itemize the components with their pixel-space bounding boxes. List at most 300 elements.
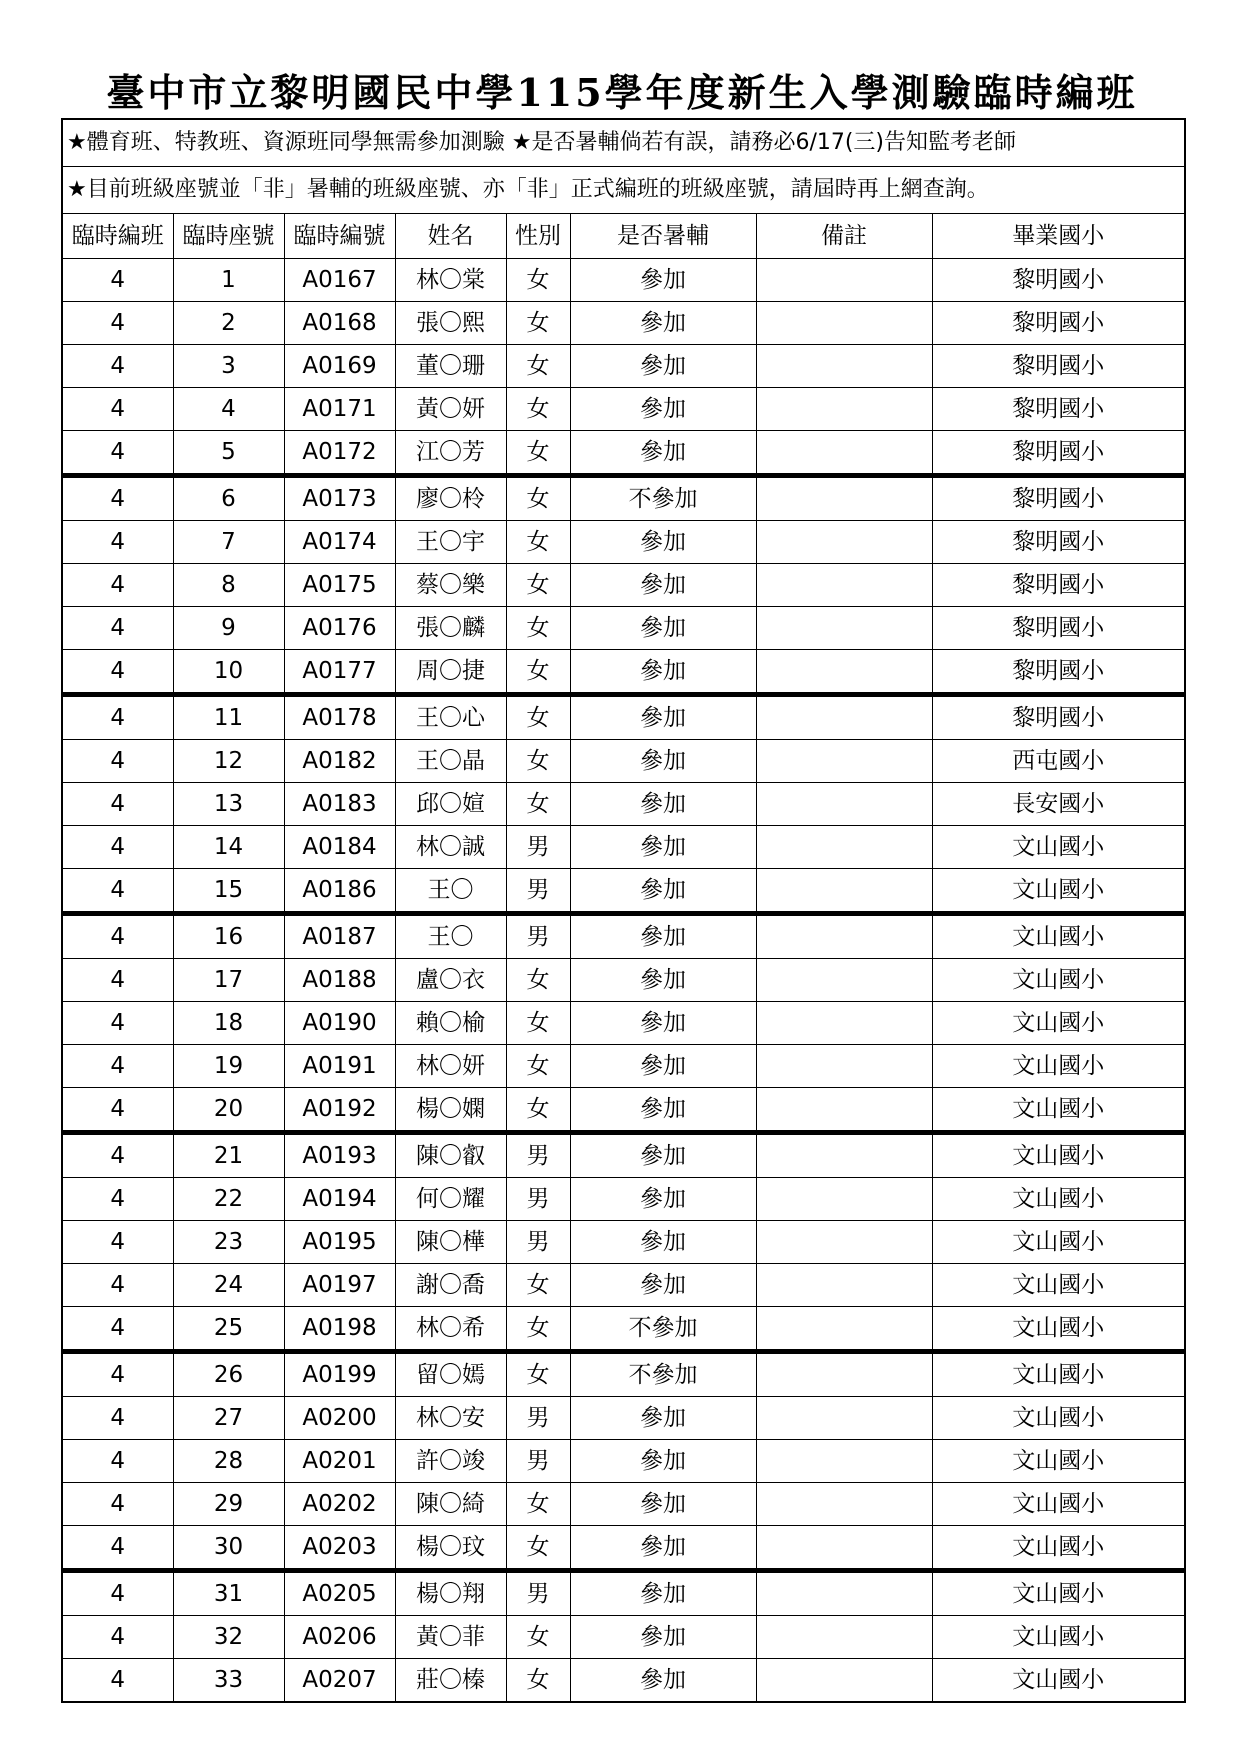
temp-id-cell: A0178 xyxy=(284,695,395,740)
elementary-school-cell: 文山國小 xyxy=(932,1616,1185,1659)
elementary-school-cell: 文山國小 xyxy=(932,959,1185,1002)
temp-class-cell: 4 xyxy=(62,564,173,607)
temp-class-cell: 4 xyxy=(62,607,173,650)
name-cell: 陳〇樺 xyxy=(395,1221,506,1264)
class-assignment-table xyxy=(61,118,1186,1703)
temp-id-cell: A0198 xyxy=(284,1307,395,1352)
temp-id-cell: A0205 xyxy=(284,1571,395,1616)
summer-class-cell: 參加 xyxy=(570,607,756,650)
summer-class-cell: 參加 xyxy=(570,259,756,302)
remark-cell xyxy=(756,1352,932,1397)
temp-class-cell: 4 xyxy=(62,302,173,345)
temp-seat-cell: 22 xyxy=(173,1178,284,1221)
temp-seat-cell: 19 xyxy=(173,1045,284,1088)
table-row xyxy=(62,1352,1185,1397)
remark-cell xyxy=(756,345,932,388)
table-row xyxy=(62,1133,1185,1178)
gender-cell: 女 xyxy=(506,1659,570,1703)
temp-class-cell: 4 xyxy=(62,783,173,826)
temp-seat-cell: 30 xyxy=(173,1526,284,1571)
elementary-school-cell: 黎明國小 xyxy=(932,302,1185,345)
gender-cell: 男 xyxy=(506,1221,570,1264)
table-row xyxy=(62,1483,1185,1526)
summer-class-cell: 參加 xyxy=(570,1045,756,1088)
name-cell: 陳〇叡 xyxy=(395,1133,506,1178)
name-cell: 蔡〇樂 xyxy=(395,564,506,607)
temp-seat-cell: 3 xyxy=(173,345,284,388)
gender-cell: 女 xyxy=(506,564,570,607)
elementary-school-cell: 文山國小 xyxy=(932,1178,1185,1221)
gender-cell: 男 xyxy=(506,1178,570,1221)
temp-seat-cell: 2 xyxy=(173,302,284,345)
elementary-school-cell: 黎明國小 xyxy=(932,695,1185,740)
name-cell: 留〇嫣 xyxy=(395,1352,506,1397)
summer-class-cell: 參加 xyxy=(570,564,756,607)
column-header: 畢業國小 xyxy=(932,214,1185,259)
temp-id-cell: A0206 xyxy=(284,1616,395,1659)
elementary-school-cell: 黎明國小 xyxy=(932,476,1185,521)
elementary-school-cell: 西屯國小 xyxy=(932,740,1185,783)
gender-cell: 女 xyxy=(506,521,570,564)
temp-seat-cell: 32 xyxy=(173,1616,284,1659)
gender-cell: 女 xyxy=(506,740,570,783)
name-cell: 張〇熙 xyxy=(395,302,506,345)
table-row xyxy=(62,1002,1185,1045)
remark-cell xyxy=(756,1307,932,1352)
table-row xyxy=(62,1221,1185,1264)
remark-cell xyxy=(756,1133,932,1178)
temp-class-cell: 4 xyxy=(62,1526,173,1571)
table-row xyxy=(62,1397,1185,1440)
remark-cell xyxy=(756,1483,932,1526)
temp-class-cell: 4 xyxy=(62,1002,173,1045)
table-row xyxy=(62,826,1185,869)
table-row xyxy=(62,302,1185,345)
gender-cell: 女 xyxy=(506,476,570,521)
column-header: 臨時座號 xyxy=(173,214,284,259)
remark-cell xyxy=(756,1526,932,1571)
temp-seat-cell: 33 xyxy=(173,1659,284,1703)
summer-class-cell: 不參加 xyxy=(570,476,756,521)
temp-class-cell: 4 xyxy=(62,1088,173,1133)
elementary-school-cell: 文山國小 xyxy=(932,1133,1185,1178)
gender-cell: 男 xyxy=(506,1440,570,1483)
temp-id-cell: A0175 xyxy=(284,564,395,607)
table-row xyxy=(62,1526,1185,1571)
gender-cell: 女 xyxy=(506,695,570,740)
temp-id-cell: A0194 xyxy=(284,1178,395,1221)
remark-cell xyxy=(756,302,932,345)
table-row xyxy=(62,607,1185,650)
temp-id-cell: A0171 xyxy=(284,388,395,431)
table-row xyxy=(62,1440,1185,1483)
column-header: 臨時編號 xyxy=(284,214,395,259)
table-row xyxy=(62,914,1185,959)
gender-cell: 男 xyxy=(506,826,570,869)
temp-id-cell: A0187 xyxy=(284,914,395,959)
summer-class-cell: 參加 xyxy=(570,695,756,740)
gender-cell: 女 xyxy=(506,302,570,345)
table-row xyxy=(62,564,1185,607)
table-row xyxy=(62,695,1185,740)
elementary-school-cell: 文山國小 xyxy=(932,1002,1185,1045)
summer-class-cell: 參加 xyxy=(570,1221,756,1264)
temp-id-cell: A0203 xyxy=(284,1526,395,1571)
summer-class-cell: 參加 xyxy=(570,1088,756,1133)
temp-id-cell: A0174 xyxy=(284,521,395,564)
elementary-school-cell: 黎明國小 xyxy=(932,521,1185,564)
name-cell: 何〇耀 xyxy=(395,1178,506,1221)
temp-class-cell: 4 xyxy=(62,1571,173,1616)
temp-class-cell: 4 xyxy=(62,1440,173,1483)
summer-class-cell: 參加 xyxy=(570,783,756,826)
remark-cell xyxy=(756,1659,932,1703)
name-cell: 董〇珊 xyxy=(395,345,506,388)
notice-text: ★目前班級座號並「非」暑輔的班級座號、亦「非」正式編班的班級座號，請屆時再上網查詢。 xyxy=(62,167,1185,214)
remark-cell xyxy=(756,1616,932,1659)
remark-cell xyxy=(756,695,932,740)
remark-cell xyxy=(756,607,932,650)
remark-cell xyxy=(756,1264,932,1307)
temp-seat-cell: 7 xyxy=(173,521,284,564)
summer-class-cell: 參加 xyxy=(570,1264,756,1307)
summer-class-cell: 參加 xyxy=(570,1178,756,1221)
table-row xyxy=(62,650,1185,695)
temp-id-cell: A0188 xyxy=(284,959,395,1002)
summer-class-cell: 參加 xyxy=(570,959,756,1002)
temp-class-cell: 4 xyxy=(62,1178,173,1221)
temp-id-cell: A0184 xyxy=(284,826,395,869)
elementary-school-cell: 文山國小 xyxy=(932,1526,1185,1571)
temp-class-cell: 4 xyxy=(62,431,173,476)
remark-cell xyxy=(756,783,932,826)
elementary-school-cell: 黎明國小 xyxy=(932,388,1185,431)
temp-id-cell: A0168 xyxy=(284,302,395,345)
temp-seat-cell: 1 xyxy=(173,259,284,302)
gender-cell: 女 xyxy=(506,1352,570,1397)
gender-cell: 男 xyxy=(506,1571,570,1616)
name-cell: 林〇希 xyxy=(395,1307,506,1352)
table-row xyxy=(62,740,1185,783)
summer-class-cell: 參加 xyxy=(570,826,756,869)
summer-class-cell: 參加 xyxy=(570,869,756,914)
summer-class-cell: 不參加 xyxy=(570,1307,756,1352)
name-cell: 廖〇柃 xyxy=(395,476,506,521)
elementary-school-cell: 文山國小 xyxy=(932,1571,1185,1616)
remark-cell xyxy=(756,1571,932,1616)
temp-class-cell: 4 xyxy=(62,959,173,1002)
table-row xyxy=(62,1088,1185,1133)
gender-cell: 女 xyxy=(506,1526,570,1571)
temp-seat-cell: 31 xyxy=(173,1571,284,1616)
column-header: 備註 xyxy=(756,214,932,259)
remark-cell xyxy=(756,476,932,521)
gender-cell: 男 xyxy=(506,869,570,914)
table-row xyxy=(62,259,1185,302)
temp-class-cell: 4 xyxy=(62,1659,173,1703)
column-header: 姓名 xyxy=(395,214,506,259)
summer-class-cell: 參加 xyxy=(570,345,756,388)
gender-cell: 女 xyxy=(506,650,570,695)
gender-cell: 女 xyxy=(506,431,570,476)
elementary-school-cell: 黎明國小 xyxy=(932,650,1185,695)
summer-class-cell: 參加 xyxy=(570,431,756,476)
table-row xyxy=(62,345,1185,388)
summer-class-cell: 參加 xyxy=(570,1483,756,1526)
temp-class-cell: 4 xyxy=(62,1352,173,1397)
elementary-school-cell: 文山國小 xyxy=(932,826,1185,869)
gender-cell: 男 xyxy=(506,1397,570,1440)
temp-id-cell: A0167 xyxy=(284,259,395,302)
gender-cell: 女 xyxy=(506,1307,570,1352)
temp-class-cell: 4 xyxy=(62,1221,173,1264)
temp-seat-cell: 5 xyxy=(173,431,284,476)
table-header-row xyxy=(62,214,1185,259)
name-cell: 王〇 xyxy=(395,869,506,914)
name-cell: 陳〇綺 xyxy=(395,1483,506,1526)
elementary-school-cell: 文山國小 xyxy=(932,1397,1185,1440)
gender-cell: 女 xyxy=(506,783,570,826)
name-cell: 林〇妍 xyxy=(395,1045,506,1088)
temp-id-cell: A0172 xyxy=(284,431,395,476)
remark-cell xyxy=(756,826,932,869)
name-cell: 楊〇嫻 xyxy=(395,1088,506,1133)
elementary-school-cell: 文山國小 xyxy=(932,1352,1185,1397)
table-row xyxy=(62,1264,1185,1307)
temp-seat-cell: 27 xyxy=(173,1397,284,1440)
temp-class-cell: 4 xyxy=(62,740,173,783)
table-row xyxy=(62,521,1185,564)
summer-class-cell: 參加 xyxy=(570,388,756,431)
temp-seat-cell: 15 xyxy=(173,869,284,914)
temp-seat-cell: 4 xyxy=(173,388,284,431)
name-cell: 王〇心 xyxy=(395,695,506,740)
temp-seat-cell: 9 xyxy=(173,607,284,650)
temp-id-cell: A0202 xyxy=(284,1483,395,1526)
name-cell: 盧〇衣 xyxy=(395,959,506,1002)
gender-cell: 女 xyxy=(506,959,570,1002)
temp-id-cell: A0207 xyxy=(284,1659,395,1703)
temp-id-cell: A0199 xyxy=(284,1352,395,1397)
temp-class-cell: 4 xyxy=(62,1307,173,1352)
notice-row xyxy=(62,167,1185,214)
remark-cell xyxy=(756,259,932,302)
temp-class-cell: 4 xyxy=(62,1133,173,1178)
name-cell: 楊〇玟 xyxy=(395,1526,506,1571)
column-header: 是否暑輔 xyxy=(570,214,756,259)
temp-id-cell: A0190 xyxy=(284,1002,395,1045)
elementary-school-cell: 文山國小 xyxy=(932,1440,1185,1483)
table-row xyxy=(62,1659,1185,1703)
summer-class-cell: 參加 xyxy=(570,302,756,345)
gender-cell: 女 xyxy=(506,259,570,302)
temp-class-cell: 4 xyxy=(62,695,173,740)
name-cell: 江〇芳 xyxy=(395,431,506,476)
remark-cell xyxy=(756,521,932,564)
temp-seat-cell: 11 xyxy=(173,695,284,740)
temp-seat-cell: 23 xyxy=(173,1221,284,1264)
name-cell: 林〇棠 xyxy=(395,259,506,302)
name-cell: 黃〇妍 xyxy=(395,388,506,431)
name-cell: 許〇竣 xyxy=(395,1440,506,1483)
temp-class-cell: 4 xyxy=(62,1045,173,1088)
table-row xyxy=(62,1307,1185,1352)
name-cell: 林〇誠 xyxy=(395,826,506,869)
remark-cell xyxy=(756,740,932,783)
temp-id-cell: A0182 xyxy=(284,740,395,783)
temp-id-cell: A0193 xyxy=(284,1133,395,1178)
table-row xyxy=(62,783,1185,826)
temp-class-cell: 4 xyxy=(62,1264,173,1307)
temp-class-cell: 4 xyxy=(62,259,173,302)
name-cell: 林〇安 xyxy=(395,1397,506,1440)
temp-seat-cell: 8 xyxy=(173,564,284,607)
elementary-school-cell: 文山國小 xyxy=(932,1221,1185,1264)
remark-cell xyxy=(756,1088,932,1133)
temp-seat-cell: 26 xyxy=(173,1352,284,1397)
name-cell: 邱〇媗 xyxy=(395,783,506,826)
temp-class-cell: 4 xyxy=(62,869,173,914)
temp-seat-cell: 6 xyxy=(173,476,284,521)
summer-class-cell: 參加 xyxy=(570,1002,756,1045)
table-row xyxy=(62,388,1185,431)
remark-cell xyxy=(756,1221,932,1264)
temp-class-cell: 4 xyxy=(62,388,173,431)
remark-cell xyxy=(756,564,932,607)
temp-seat-cell: 17 xyxy=(173,959,284,1002)
temp-class-cell: 4 xyxy=(62,914,173,959)
temp-id-cell: A0186 xyxy=(284,869,395,914)
summer-class-cell: 參加 xyxy=(570,740,756,783)
temp-id-cell: A0176 xyxy=(284,607,395,650)
summer-class-cell: 參加 xyxy=(570,1133,756,1178)
temp-id-cell: A0183 xyxy=(284,783,395,826)
column-header: 性別 xyxy=(506,214,570,259)
table-row xyxy=(62,869,1185,914)
temp-id-cell: A0169 xyxy=(284,345,395,388)
elementary-school-cell: 文山國小 xyxy=(932,1307,1185,1352)
summer-class-cell: 參加 xyxy=(570,1397,756,1440)
remark-cell xyxy=(756,1002,932,1045)
elementary-school-cell: 文山國小 xyxy=(932,1264,1185,1307)
elementary-school-cell: 黎明國小 xyxy=(932,564,1185,607)
notice-row xyxy=(62,119,1185,167)
temp-seat-cell: 29 xyxy=(173,1483,284,1526)
summer-class-cell: 參加 xyxy=(570,1440,756,1483)
remark-cell xyxy=(756,1045,932,1088)
elementary-school-cell: 文山國小 xyxy=(932,914,1185,959)
gender-cell: 女 xyxy=(506,1264,570,1307)
temp-id-cell: A0173 xyxy=(284,476,395,521)
gender-cell: 女 xyxy=(506,1002,570,1045)
elementary-school-cell: 文山國小 xyxy=(932,869,1185,914)
temp-id-cell: A0192 xyxy=(284,1088,395,1133)
temp-id-cell: A0191 xyxy=(284,1045,395,1088)
remark-cell xyxy=(756,914,932,959)
name-cell: 謝〇喬 xyxy=(395,1264,506,1307)
table-row xyxy=(62,431,1185,476)
elementary-school-cell: 黎明國小 xyxy=(932,345,1185,388)
temp-class-cell: 4 xyxy=(62,650,173,695)
table-row xyxy=(62,1178,1185,1221)
gender-cell: 女 xyxy=(506,1616,570,1659)
gender-cell: 男 xyxy=(506,1133,570,1178)
elementary-school-cell: 黎明國小 xyxy=(932,431,1185,476)
remark-cell xyxy=(756,959,932,1002)
temp-seat-cell: 18 xyxy=(173,1002,284,1045)
name-cell: 賴〇榆 xyxy=(395,1002,506,1045)
document-title: 臺中市立黎明國民中學115學年度新生入學測驗臨時編班 xyxy=(106,70,1138,115)
temp-seat-cell: 28 xyxy=(173,1440,284,1483)
temp-class-cell: 4 xyxy=(62,521,173,564)
elementary-school-cell: 文山國小 xyxy=(932,1659,1185,1703)
temp-seat-cell: 20 xyxy=(173,1088,284,1133)
summer-class-cell: 不參加 xyxy=(570,1352,756,1397)
gender-cell: 男 xyxy=(506,914,570,959)
remark-cell xyxy=(756,869,932,914)
summer-class-cell: 參加 xyxy=(570,1659,756,1703)
remark-cell xyxy=(756,1178,932,1221)
summer-class-cell: 參加 xyxy=(570,521,756,564)
table-row xyxy=(62,1616,1185,1659)
gender-cell: 女 xyxy=(506,1483,570,1526)
summer-class-cell: 參加 xyxy=(570,914,756,959)
name-cell: 楊〇翔 xyxy=(395,1571,506,1616)
gender-cell: 女 xyxy=(506,607,570,650)
gender-cell: 女 xyxy=(506,388,570,431)
temp-seat-cell: 10 xyxy=(173,650,284,695)
temp-id-cell: A0197 xyxy=(284,1264,395,1307)
elementary-school-cell: 黎明國小 xyxy=(932,607,1185,650)
summer-class-cell: 參加 xyxy=(570,650,756,695)
temp-class-cell: 4 xyxy=(62,476,173,521)
name-cell: 張〇麟 xyxy=(395,607,506,650)
temp-id-cell: A0200 xyxy=(284,1397,395,1440)
elementary-school-cell: 長安國小 xyxy=(932,783,1185,826)
temp-class-cell: 4 xyxy=(62,826,173,869)
remark-cell xyxy=(756,1440,932,1483)
temp-class-cell: 4 xyxy=(62,1483,173,1526)
temp-seat-cell: 24 xyxy=(173,1264,284,1307)
table-row xyxy=(62,1571,1185,1616)
name-cell: 王〇宇 xyxy=(395,521,506,564)
temp-class-cell: 4 xyxy=(62,345,173,388)
gender-cell: 女 xyxy=(506,345,570,388)
temp-seat-cell: 21 xyxy=(173,1133,284,1178)
gender-cell: 女 xyxy=(506,1088,570,1133)
name-cell: 黃〇菲 xyxy=(395,1616,506,1659)
summer-class-cell: 參加 xyxy=(570,1526,756,1571)
gender-cell: 女 xyxy=(506,1045,570,1088)
remark-cell xyxy=(756,1397,932,1440)
temp-seat-cell: 12 xyxy=(173,740,284,783)
summer-class-cell: 參加 xyxy=(570,1571,756,1616)
notice-text: ★體育班、特教班、資源班同學無需參加測驗 ★是否暑輔倘若有誤，請務必6/17(三)告知監考老師 xyxy=(62,119,1185,167)
name-cell: 王〇 xyxy=(395,914,506,959)
temp-seat-cell: 16 xyxy=(173,914,284,959)
name-cell: 周〇捷 xyxy=(395,650,506,695)
temp-seat-cell: 14 xyxy=(173,826,284,869)
elementary-school-cell: 文山國小 xyxy=(932,1088,1185,1133)
temp-seat-cell: 13 xyxy=(173,783,284,826)
name-cell: 王〇晶 xyxy=(395,740,506,783)
temp-id-cell: A0177 xyxy=(284,650,395,695)
elementary-school-cell: 文山國小 xyxy=(932,1045,1185,1088)
table-row xyxy=(62,959,1185,1002)
elementary-school-cell: 文山國小 xyxy=(932,1483,1185,1526)
remark-cell xyxy=(756,388,932,431)
temp-id-cell: A0195 xyxy=(284,1221,395,1264)
